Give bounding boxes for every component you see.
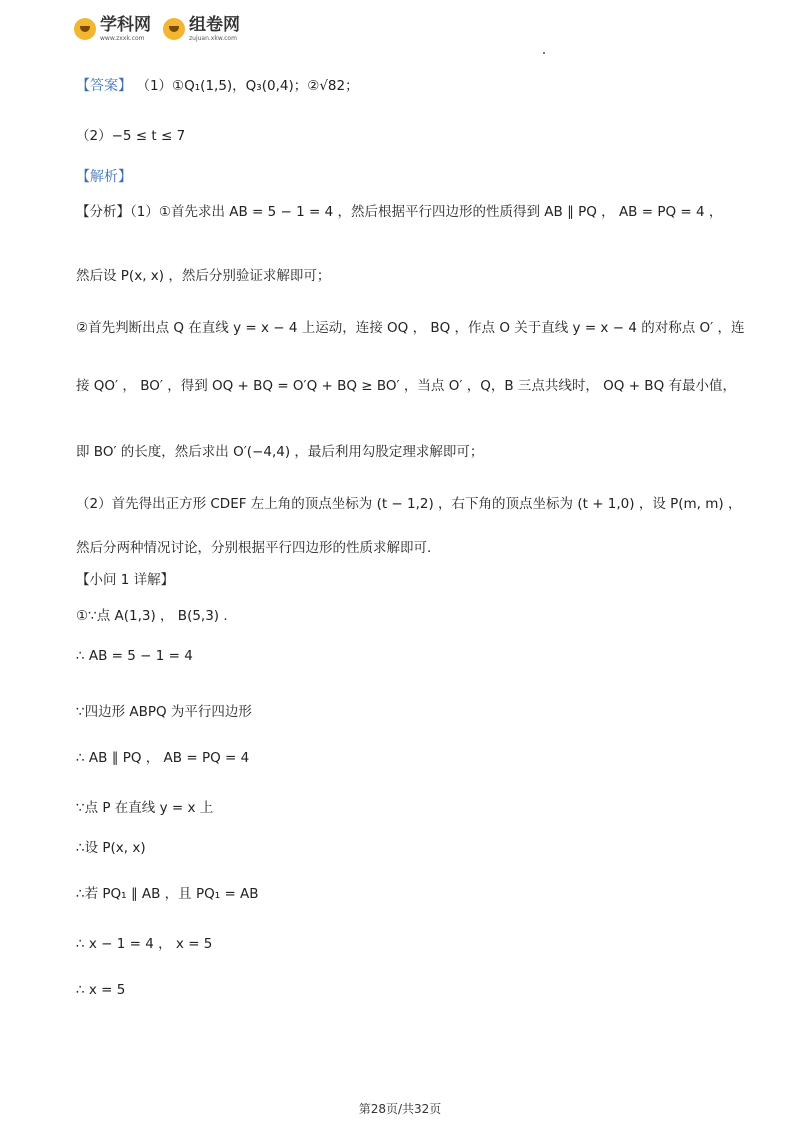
answer-line-1 — [76, 74, 740, 95]
detail-step-2: ∴ AB = 5 − 1 = 4 — [76, 648, 193, 664]
fenxi-line-1: 【分析】（1）①首先求出 AB = 5 − 1 = 4 ，然后根据平行四边形的性质得到 AB ∥ PQ ， AB = PQ = 4 ， — [76, 204, 723, 220]
detail-title: 【小问 1 详解】 — [76, 572, 175, 588]
logo-title: 组卷网 — [189, 14, 240, 35]
fenxi-line-7: 然后分两种情况讨论，分别根据平行四边形的性质求解即可. — [76, 540, 432, 556]
answer-tag: 【答案】 — [76, 78, 132, 94]
detail-step-5: ∵点 P 在直线 y = x 上 — [76, 800, 214, 816]
answer-part1: （1）①Q₁(1,5)，Q₃(0,4)；②√82； — [136, 78, 359, 94]
logo-zujuanwang[interactable] — [163, 14, 240, 42]
detail-step-9: ∴ x = 5 — [76, 982, 126, 998]
stray-dot — [543, 52, 545, 54]
detail-step-6: ∴设 P(x, x) — [76, 840, 146, 856]
detail-step-7: ∴若 PQ₁ ∥ AB ，且 PQ₁ = AB — [76, 886, 259, 902]
page-footer: 第28页/共32页 — [358, 1102, 442, 1116]
logo-xuekewang[interactable] — [74, 14, 151, 42]
logo-face-icon — [163, 18, 185, 40]
analysis-tag: 【解析】 — [76, 169, 132, 185]
logo-face-icon — [74, 18, 96, 40]
detail-step-4: ∴ AB ∥ PQ ， AB = PQ = 4 — [76, 750, 250, 766]
analysis-heading — [76, 166, 740, 186]
header — [74, 14, 240, 44]
fenxi-line-5: 即 BO′ 的长度，然后求出 O′(−4,4) ，最后利用勾股定理求解即可； — [76, 444, 484, 460]
fenxi-line-4: 接 QO′ ， BO′ ，得到 OQ + BQ = O′Q + BQ ≥ BO′ ，当点 O′ ，Q，B 三点共线时， OQ + BQ 有最小值， — [76, 378, 736, 394]
fenxi-line-3: ②首先判断出点 Q 在直线 y = x − 4 上运动，连接 OQ ， BQ ，作点 O 关于直线 y = x − 4 的对称点 O′ ，连 — [76, 320, 745, 336]
detail-step-8: ∴ x − 1 = 4 ， x = 5 — [76, 936, 213, 952]
detail-step-3: ∵四边形 ABPQ 为平行四边形 — [76, 704, 252, 720]
answer-line-2 — [76, 124, 740, 144]
logo-title: 学科网 — [100, 14, 151, 35]
logo-url: www.zxxk.com — [100, 34, 145, 42]
fenxi-line-6: （2）首先得出正方形 CDEF 左上角的顶点坐标为 (t − 1,2) ，右下角的顶点坐标为 (t + 1,0) ，设 P(m, m) ， — [76, 496, 742, 512]
detail-step-1: ①∵点 A(1,3) ， B(5,3) . — [76, 608, 228, 624]
fenxi-line-2: 然后设 P(x, x) ，然后分别验证求解即可； — [76, 268, 331, 284]
answer-part2: （2）−5 ≤ t ≤ 7 — [76, 128, 186, 144]
logo-url: zujuan.xkw.com — [189, 34, 237, 42]
